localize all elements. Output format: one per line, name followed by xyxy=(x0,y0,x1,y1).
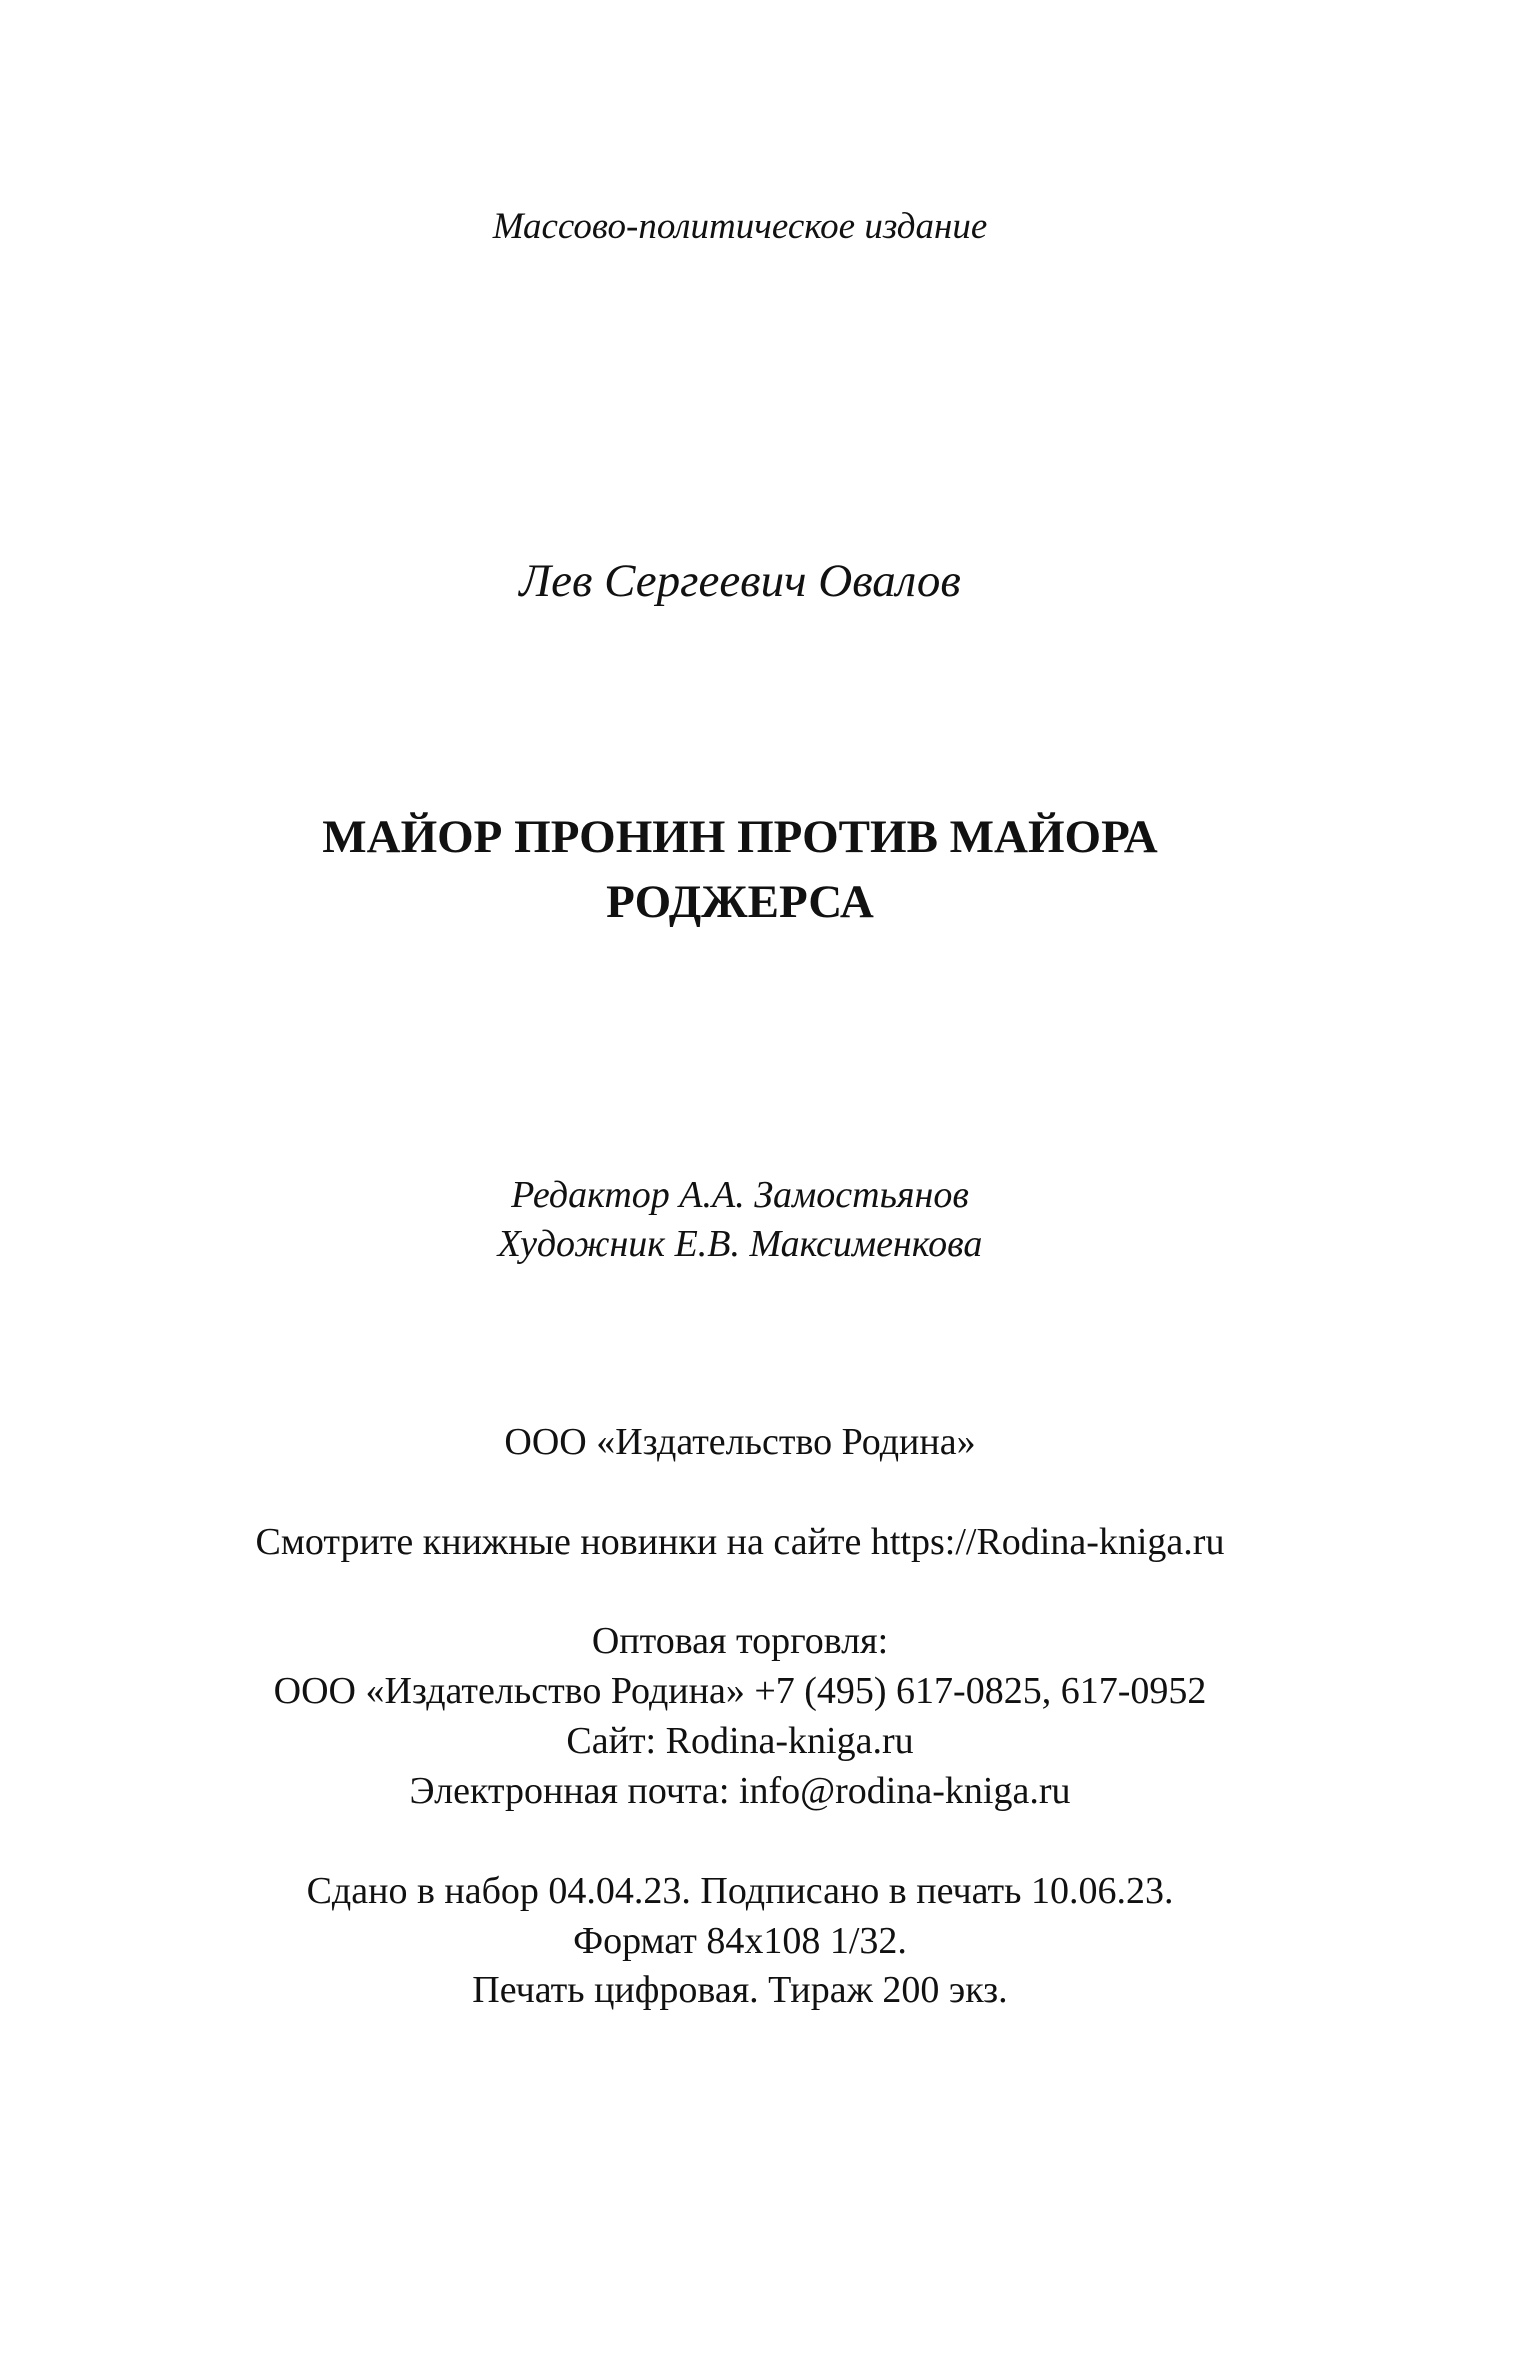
print-run: Печать цифровая. Тираж 200 экз. xyxy=(472,1969,1008,2011)
series-label: Массово-политическое издание xyxy=(492,206,988,247)
book-title-line-2: РОДЖЕРСА xyxy=(606,876,874,928)
editor-credit: Редактор А.А. Замостьянов xyxy=(511,1174,969,1216)
wholesale-phone: ООО «Издательство Родина» +7 (495) 617-0825, 617-0952 xyxy=(273,1670,1207,1712)
publisher-name: ООО «Издательство Родина» xyxy=(504,1421,976,1463)
print-dates: Сдано в набор 04.04.23. Подписано в печать 10.06.23. xyxy=(306,1870,1174,1912)
book-title xyxy=(0,805,1480,935)
author-name: Лев Сергеевич Овалов xyxy=(519,555,961,607)
print-format: Формат 84x108 1/32. xyxy=(573,1920,907,1962)
book-title-line-1: МАЙОР ПРОНИН ПРОТИВ МАЙОРА xyxy=(322,811,1158,863)
site-promo: Смотрите книжные новинки на сайте https://Rodina-kniga.ru xyxy=(255,1521,1225,1563)
wholesale-email: Электронная почта: info@rodina-kniga.ru xyxy=(409,1770,1071,1812)
wholesale-label: Оптовая торговля: xyxy=(591,1620,889,1662)
artist-credit: Художник Е.В. Максименкова xyxy=(497,1223,983,1265)
wholesale-site: Сайт: Rodina-kniga.ru xyxy=(566,1720,914,1762)
